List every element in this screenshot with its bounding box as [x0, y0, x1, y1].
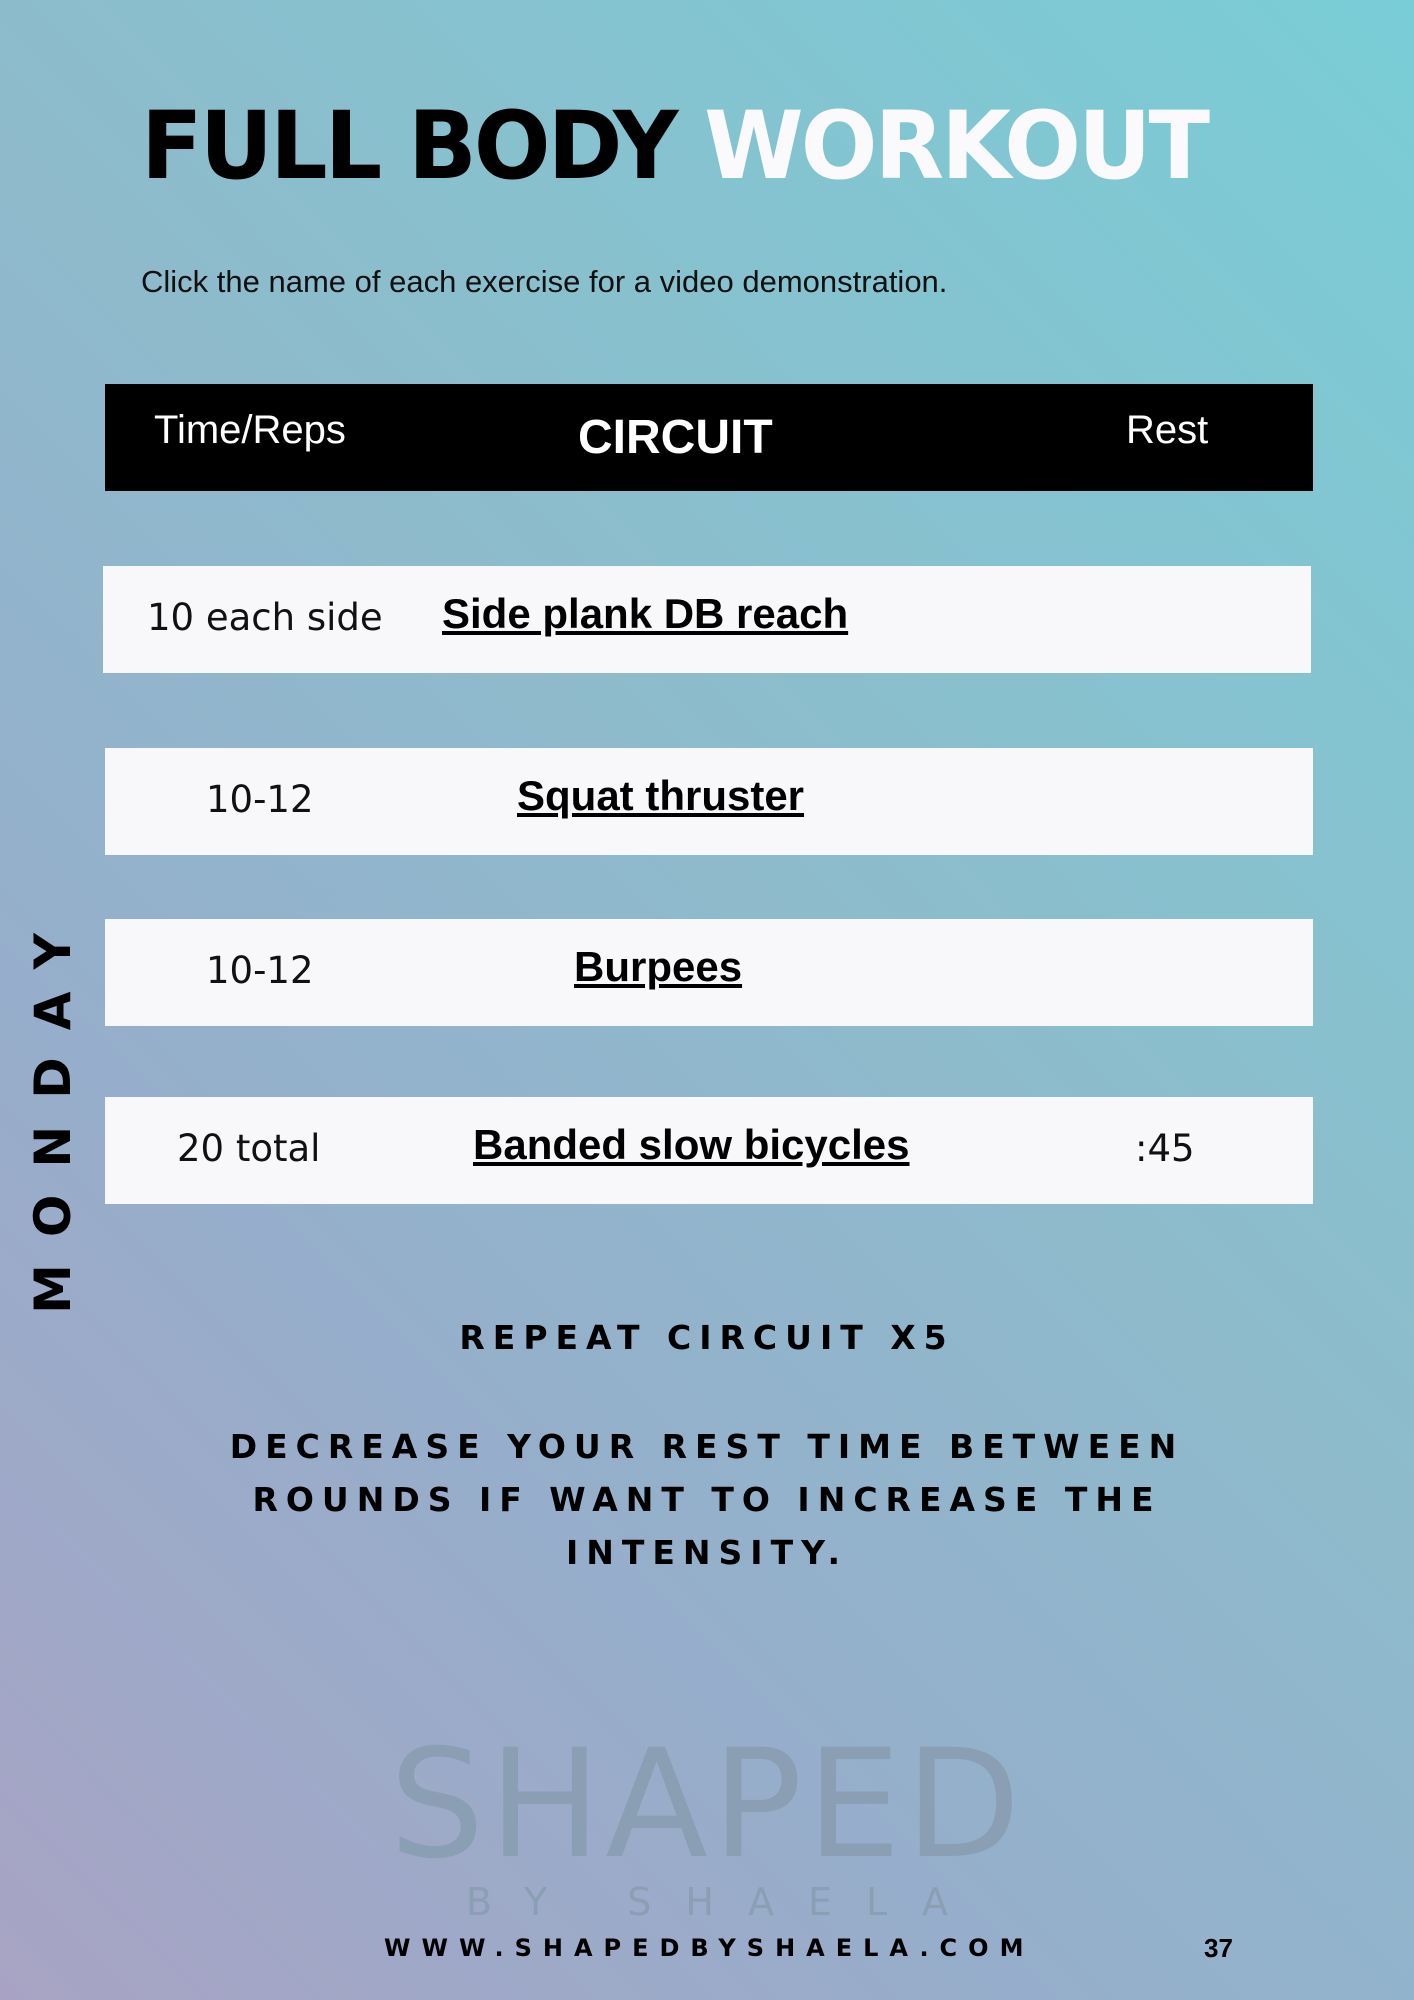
exercise-reps: 10-12	[206, 778, 314, 821]
header-rest: Rest	[1126, 408, 1209, 452]
exercise-row	[103, 566, 1311, 673]
exercise-row	[105, 919, 1313, 1026]
page-title	[141, 92, 1207, 202]
exercise-reps: 10-12	[206, 949, 314, 992]
exercise-reps: 20 total	[177, 1127, 321, 1170]
title-part-2: WORKOUT	[704, 92, 1208, 201]
exercise-link[interactable]: Squat thruster	[517, 772, 805, 819]
table-header	[105, 384, 1313, 491]
logo-wordmark: SHAPED	[389, 1718, 1025, 1892]
website-link[interactable]: WWW.SHAPEDBYSHAELA.COM	[384, 1934, 1035, 1962]
logo-tagline: BY SHAELA	[465, 1880, 983, 1924]
title-part-1: FULL BODY	[141, 92, 676, 201]
exercise-row	[105, 1097, 1313, 1204]
page-number: 37	[1204, 1933, 1233, 1963]
exercise-row	[105, 748, 1313, 855]
instructions-text: Click the name of each exercise for a video demonstration.	[141, 264, 948, 299]
repeat-instruction: REPEAT CIRCUIT X5	[459, 1318, 955, 1357]
day-label-text: MONDAY	[24, 906, 82, 1314]
exercise-link[interactable]: Burpees	[574, 943, 743, 990]
header-time-reps: Time/Reps	[154, 408, 346, 452]
exercise-reps: 10 each side	[147, 596, 383, 639]
exercise-link[interactable]: Banded slow bicycles	[473, 1121, 910, 1168]
intensity-note: DECREASE YOUR REST TIME BETWEEN ROUNDS IF WANT TO INCREASE THE INTENSITY.	[229, 1427, 1185, 1572]
exercise-rest: :45	[1135, 1127, 1195, 1170]
exercise-link[interactable]: Side plank DB reach	[442, 590, 849, 637]
day-label	[18, 890, 88, 1330]
header-circuit: CIRCUIT	[578, 411, 773, 464]
